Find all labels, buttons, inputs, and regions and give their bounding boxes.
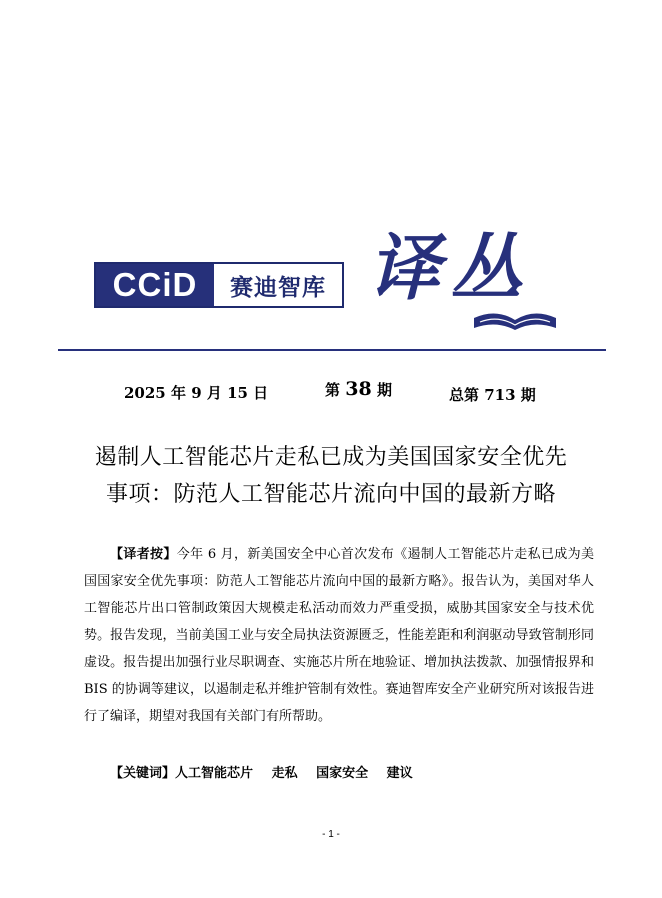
issue-number	[325, 378, 392, 400]
abstract-label: 【译者按】	[110, 547, 177, 562]
title-line-2: 事项：防范人工智能芯片流向中国的最新方略	[105, 482, 556, 507]
issue-number-suffix: 期	[376, 381, 392, 399]
keyword-item: 建议	[386, 766, 413, 781]
page-number: - 1 -	[322, 829, 340, 840]
issue-number-prefix: 第	[325, 381, 341, 399]
keyword-item: 国家安全	[316, 766, 369, 781]
header-rule	[58, 349, 606, 351]
book-icon	[470, 300, 560, 334]
logo-box	[94, 262, 344, 308]
logo-ccid: CCiD	[96, 264, 214, 306]
title-line-1: 遏制人工智能芯片走私已成为美国国家安全优先	[94, 445, 568, 470]
issue-total: 总第 713 期	[449, 386, 536, 404]
issue-number-value: 38	[345, 378, 372, 400]
keyword-item: 走私	[271, 766, 298, 781]
keyword-item: 人工智能芯片	[175, 766, 254, 781]
keywords	[110, 762, 413, 781]
series-title: 译丛	[368, 225, 533, 310]
logo-cn: 赛迪智库	[230, 274, 326, 301]
issue-date: 2025 年 9 月 15 日	[124, 384, 269, 402]
abstract-paragraph	[84, 541, 594, 730]
keywords-label: 【关键词】	[110, 766, 176, 781]
abstract-text: 今年 6 月，新美国安全中心首次发布《遏制人工智能芯片走私已成为美国国家安全优先事项：防范人工智能芯片流向中国的最新方略》。报告认为，美国对华人工智能芯片出口管制政策因大规模走私活动而效力严重受损，威胁其国家安全与技术优势。报告发现，当前美国工业与安全局执法资源匮乏，性能差距和利润驱动导致管制形同虚设。报告提出加强行业尽职调查、实施芯片所在地验证、增加执法拨款、加强情报界和 BIS 的协调等建议，以遏制走私并维护管制有效性。赛迪智库安全产业研究所对该报告进行了编译，期望对我国有关部门有所帮助。	[84, 547, 594, 724]
